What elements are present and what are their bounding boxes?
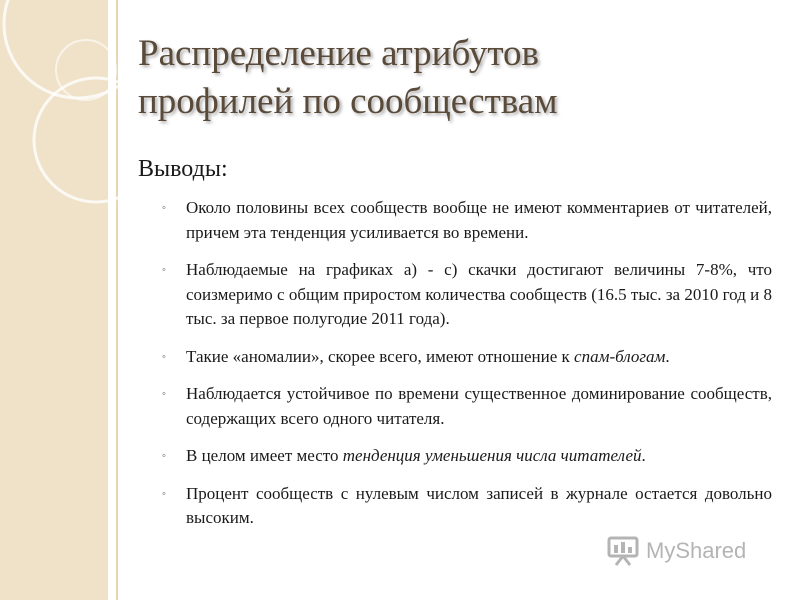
list-item-emphasis: спам-блогам <box>574 346 666 366</box>
list-item-text: Процент сообществ с нулевым числом записей в журнале остается довольно высоким. <box>186 483 772 527</box>
bullet-icon: ◦ <box>162 388 166 400</box>
watermark-text: MyShared <box>646 538 747 563</box>
list-item-text-end: . <box>665 346 670 366</box>
list-item-text: Наблюдаемые на графиках a) - c) скачки достигают величины 7-8%, что соизмеримо с общим приростом количества сообществ (16.5 тыс. за 2010 год и 8 тыс. за первое полугодие 2011 года). <box>186 260 772 328</box>
list-item <box>160 345 772 370</box>
bullet-icon: ◦ <box>162 202 166 214</box>
slide-title-line-1: Распределение атрибутов <box>138 33 540 74</box>
list-item-text: Наблюдается устойчивое по времени существенное доминирование сообществ, содержащих всего одного читателя. <box>186 384 772 428</box>
bullet-icon: ◦ <box>162 350 166 363</box>
conclusions-list <box>160 196 772 544</box>
list-item <box>160 382 772 431</box>
list-item <box>160 444 772 469</box>
slide-title <box>138 30 778 126</box>
list-item-text: В целом имеет место <box>186 446 343 465</box>
list-item-emphasis: тенденция уменьшения числа читателей <box>342 446 642 465</box>
conclusions-heading: Выводы: <box>138 156 228 182</box>
slide-title-line-2: профилей по сообществам <box>138 81 558 122</box>
bullet-icon: ◦ <box>162 450 166 462</box>
bullet-icon: ◦ <box>162 264 166 276</box>
list-item-text: Около половины всех сообществ вообще не имеют комментариев от читателей, причем эта тенденция усиливается во времени. <box>186 198 772 242</box>
list-item <box>160 196 772 245</box>
presentation-board-icon <box>606 536 640 566</box>
list-item-text: Такие «аномалии», скорее всего, имеют отношение к <box>186 346 575 366</box>
list-item <box>160 482 772 531</box>
list-item <box>160 258 772 332</box>
bullet-icon: ◦ <box>162 487 166 500</box>
list-item-text-end: . <box>641 446 646 465</box>
watermark-logo <box>606 536 746 566</box>
